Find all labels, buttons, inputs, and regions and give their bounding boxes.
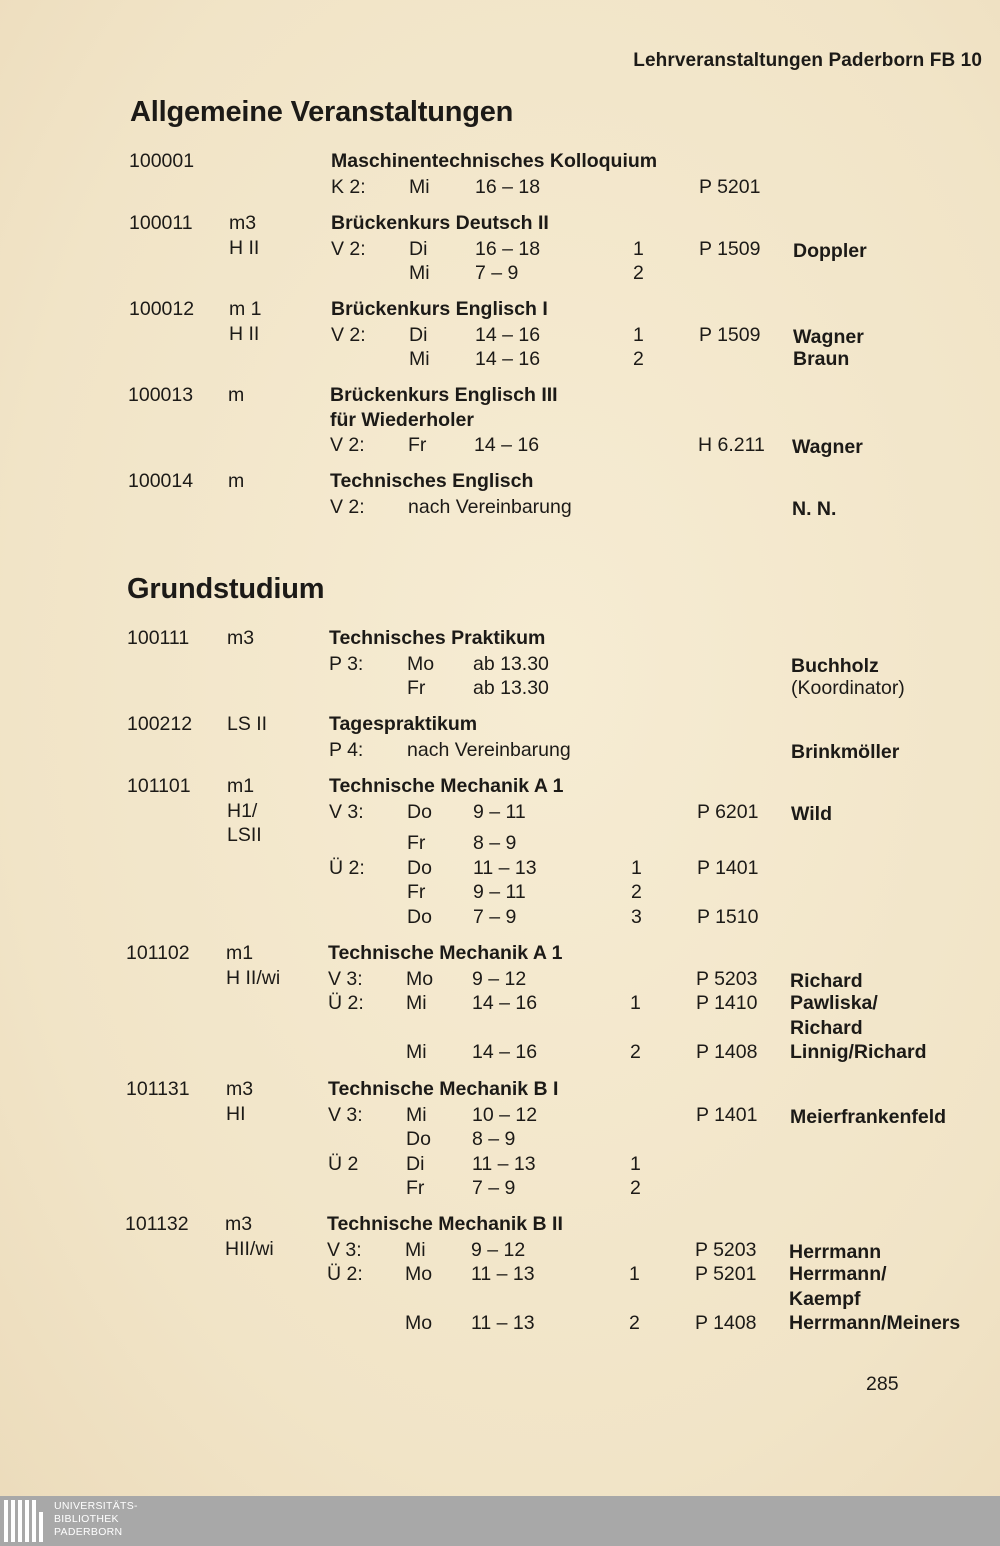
course-title: Brückenkurs Englisch I: [331, 298, 548, 320]
session-type: V 3:: [329, 800, 364, 823]
group-number: 2: [630, 1041, 641, 1063]
room: P 1401: [696, 1103, 758, 1126]
course-number: 100001: [129, 150, 195, 172]
session-type: Ü 2:: [328, 992, 364, 1014]
library-name: [54, 1500, 138, 1539]
course-title: Technisches Englisch: [330, 470, 534, 492]
session-type: Ü 2: [328, 1152, 359, 1175]
library-name-line: BIBLIOTHEK: [54, 1513, 119, 1525]
session-time: 9 – 12: [471, 1238, 526, 1261]
session-time: 14 – 16: [474, 434, 540, 456]
session-time: 7 – 9: [472, 1177, 516, 1199]
course-number: 100212: [127, 713, 193, 735]
course-code: m: [228, 470, 245, 492]
session-day: Mi: [406, 1041, 427, 1063]
session-time: 7 – 9: [473, 905, 517, 928]
running-head: Lehrveranstaltungen Paderborn FB 10: [633, 50, 982, 71]
course-code: m3: [225, 1213, 253, 1235]
session-time: 11 – 13: [472, 1152, 536, 1175]
lecturer: Braun: [793, 348, 850, 370]
lecturer: Linnig/Richard: [790, 1041, 927, 1063]
session-day: Do: [407, 905, 432, 928]
session-time: 11 – 13: [471, 1263, 535, 1285]
session-type: Ü 2:: [327, 1263, 363, 1285]
room: P 5201: [699, 175, 761, 198]
course-number: 100014: [128, 470, 194, 492]
course-title: Brückenkurs Englisch III: [330, 384, 558, 406]
session-time: 8 – 9: [473, 831, 517, 854]
room: P 6201: [697, 800, 759, 823]
session-day: nach Vereinbarung: [407, 738, 571, 761]
course-code: LS II: [227, 713, 268, 735]
course-title: Brückenkurs Deutsch II: [331, 212, 549, 234]
session-time: 14 – 16: [472, 1041, 538, 1063]
course-number: 101102: [126, 942, 190, 964]
section-heading: Grundstudium: [127, 573, 325, 605]
course-number: 100013: [128, 384, 194, 406]
room: P 1410: [696, 992, 758, 1014]
room: P 1408: [695, 1312, 757, 1334]
course-code: m: [228, 384, 245, 406]
session-time: 11 – 13: [473, 856, 537, 879]
session-time: 14 – 16: [472, 992, 538, 1014]
session-day: Fr: [407, 831, 426, 854]
room: P 5203: [695, 1238, 757, 1261]
course-number: 101132: [125, 1213, 189, 1235]
group-number: 1: [633, 323, 644, 346]
library-name-line: UNIVERSITÄTS-: [54, 1500, 138, 1512]
session-type: P 4:: [329, 738, 364, 761]
session-day: Di: [409, 323, 428, 346]
session-day: Do: [407, 856, 432, 879]
session-day: Mi: [406, 1103, 427, 1126]
session-day: Mi: [405, 1238, 426, 1261]
lecturer: Buchholz: [791, 654, 879, 677]
lecturer: Brinkmöller: [791, 740, 900, 763]
library-footer-band: [0, 1496, 1000, 1546]
lecturer: (Koordinator): [791, 677, 905, 699]
lecturer: Herrmann/Meiners: [789, 1312, 961, 1334]
session-time: 14 – 16: [475, 323, 541, 346]
session-day: Mi: [409, 175, 430, 198]
group-number: 1: [629, 1263, 640, 1285]
session-time: 9 – 12: [472, 967, 527, 990]
session-time: 7 – 9: [475, 262, 519, 284]
room: H 6.211: [698, 434, 765, 456]
group-number: 1: [631, 856, 642, 879]
course-code: m3: [229, 212, 257, 234]
session-time: 10 – 12: [472, 1103, 538, 1126]
course-title: Maschinentechnisches Kolloquium: [331, 150, 658, 172]
lecturer: Meierfrankenfeld: [790, 1105, 947, 1128]
section-heading: Allgemeine Veranstaltungen: [130, 96, 514, 128]
lecturer: Herrmann/: [789, 1263, 887, 1285]
course-title: Technische Mechanik B II: [327, 1213, 563, 1235]
session-day: Fr: [407, 881, 426, 903]
course-title: Technische Mechanik A 1: [329, 775, 564, 797]
session-type: V 2:: [331, 323, 366, 346]
course-code: HI: [226, 1102, 246, 1125]
session-time: 9 – 11: [473, 881, 526, 903]
session-day: Di: [409, 237, 428, 260]
course-code: m1: [226, 942, 254, 964]
course-title: Technisches Praktikum: [329, 627, 546, 649]
session-day: Di: [406, 1152, 425, 1175]
session-time: ab 13.30: [473, 652, 549, 675]
group-number: 1: [630, 992, 641, 1014]
lecturer: Richard: [790, 1016, 863, 1039]
lecturer: Doppler: [793, 239, 867, 262]
session-type: V 3:: [328, 967, 363, 990]
room: P 1510: [697, 905, 759, 928]
group-number: 1: [633, 237, 644, 260]
course-number: 100111: [127, 627, 190, 649]
course-title: Technische Mechanik B I: [328, 1078, 559, 1100]
session-type: K 2:: [331, 175, 366, 198]
course-number: 100012: [129, 298, 195, 320]
group-number: 2: [633, 348, 644, 370]
session-time: 9 – 11: [473, 800, 526, 823]
session-day: Mo: [406, 967, 434, 990]
room: P 5201: [695, 1263, 757, 1285]
session-time: ab 13.30: [473, 677, 549, 699]
session-type: Ü 2:: [329, 856, 365, 879]
course-number: 101131: [126, 1078, 190, 1100]
course-title: Technische Mechanik A 1: [328, 942, 563, 964]
lecturer: Wagner: [793, 325, 864, 348]
group-number: 1: [630, 1152, 641, 1175]
session-day: Mo: [405, 1312, 433, 1334]
session-time: 16 – 18: [475, 237, 541, 260]
course-code: H1/: [227, 799, 258, 822]
session-day: Mo: [407, 652, 435, 675]
library-name-line: PADERBORN: [54, 1526, 123, 1538]
session-day: Mi: [406, 992, 427, 1014]
session-type: V 2:: [331, 237, 366, 260]
course-number: 100011: [129, 212, 193, 234]
session-type: V 3:: [327, 1238, 362, 1261]
course-code: HII/wi: [225, 1237, 274, 1260]
session-time: 8 – 9: [472, 1128, 516, 1150]
room: P 5203: [696, 967, 758, 990]
session-day: Do: [406, 1128, 431, 1150]
session-day: Mo: [405, 1263, 433, 1285]
session-day: Fr: [406, 1177, 425, 1199]
group-number: 2: [630, 1177, 641, 1199]
course-code: m3: [227, 627, 255, 649]
course-code: H II: [229, 236, 260, 259]
library-logo-icon: [0, 1496, 48, 1546]
course-title: für Wiederholer: [330, 408, 474, 431]
lecturer: Wagner: [792, 436, 863, 458]
group-number: 2: [631, 881, 642, 903]
lecturer: Kaempf: [789, 1287, 861, 1310]
session-time: 16 – 18: [475, 175, 541, 198]
room: P 1509: [699, 323, 761, 346]
course-code: LSII: [227, 824, 262, 846]
group-number: 3: [631, 905, 642, 928]
session-type: V 3:: [328, 1103, 363, 1126]
course-number: 101101: [127, 775, 191, 797]
room: P 1408: [696, 1041, 758, 1063]
room: P 1509: [699, 237, 761, 260]
session-time: 11 – 13: [471, 1312, 535, 1334]
session-day: nach Vereinbarung: [408, 495, 572, 518]
course-code: H II/wi: [226, 966, 281, 989]
group-number: 2: [629, 1312, 640, 1334]
lecturer: Richard: [790, 969, 863, 992]
session-type: V 2:: [330, 495, 365, 518]
course-title: Tagespraktikum: [329, 713, 478, 735]
lecturer: Wild: [791, 802, 832, 825]
session-day: Fr: [408, 434, 427, 456]
course-code: m3: [226, 1078, 254, 1100]
session-time: 14 – 16: [475, 348, 541, 370]
session-day: Mi: [409, 262, 430, 284]
lecturer: Pawliska/: [790, 992, 878, 1014]
course-code: m 1: [229, 298, 262, 320]
session-type: P 3:: [329, 652, 364, 675]
page-number: 285: [866, 1373, 899, 1395]
group-number: 2: [633, 262, 644, 284]
session-day: Do: [407, 800, 432, 823]
lecturer: N. N.: [792, 497, 837, 520]
room: P 1401: [697, 856, 759, 879]
session-day: Fr: [407, 677, 426, 699]
session-type: V 2:: [330, 434, 365, 456]
course-code: H II: [229, 322, 260, 345]
lecturer: Herrmann: [789, 1240, 882, 1263]
course-code: m1: [227, 775, 255, 797]
session-day: Mi: [409, 348, 430, 370]
